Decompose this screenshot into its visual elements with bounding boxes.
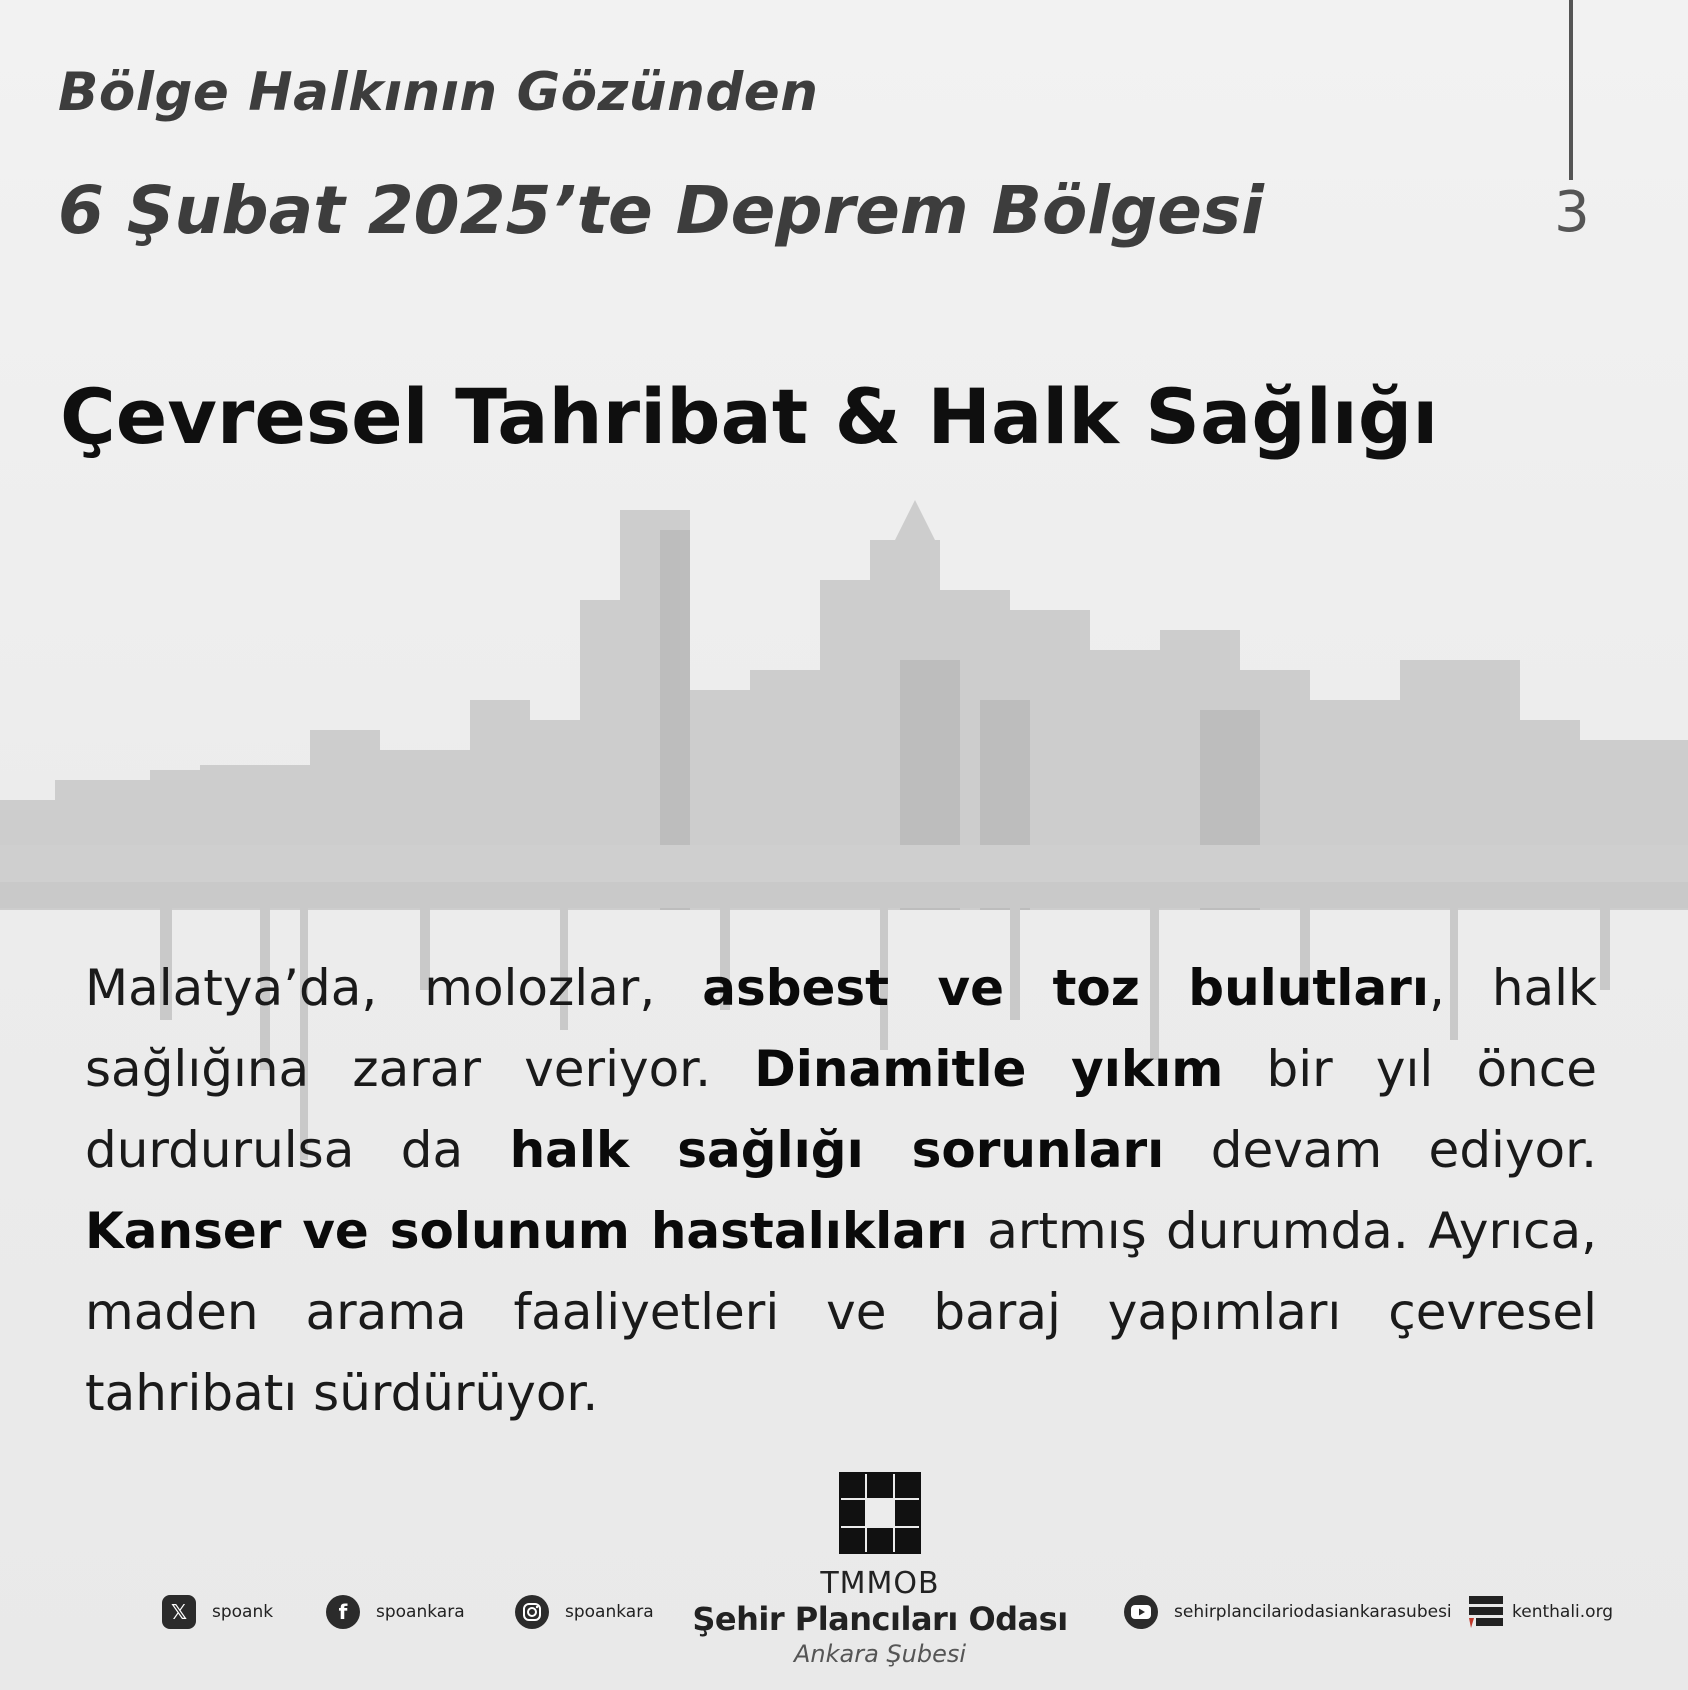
org-name: Şehir Plancıları Odası — [692, 1600, 1068, 1638]
social-facebook-handle: spoankara — [376, 1602, 465, 1622]
page-number: 3 — [1554, 180, 1590, 245]
social-website[interactable] — [1468, 1594, 1613, 1630]
social-facebook[interactable] — [326, 1594, 465, 1630]
kenthali-logo-icon — [1468, 1594, 1504, 1630]
social-instagram[interactable] — [515, 1594, 654, 1630]
header-title: 6 Şubat 2025’te Deprem Bölgesi — [58, 172, 1264, 249]
body-highlight: asbest ve toz bulutları — [702, 959, 1429, 1017]
org-tmmob: TMMOB — [820, 1566, 940, 1601]
body-highlight: Dinamitle yıkım — [754, 1040, 1224, 1098]
body-segment: bir yıl önce durdurulsa da — [85, 1040, 1597, 1179]
instagram-icon — [515, 1595, 549, 1629]
body-segment: Malatya’da, molozlar, — [85, 959, 703, 1017]
section-title: Çevresel Tahribat & Halk Sağlığı — [60, 372, 1439, 461]
org-branch: Ankara Şubesi — [793, 1640, 967, 1668]
facebook-icon: f — [326, 1595, 360, 1629]
social-website-handle: kenthali.org — [1512, 1602, 1614, 1622]
body-segment: , halk sağlığına zarar veriyor. — [85, 959, 1597, 1098]
social-x-handle: spoank — [212, 1602, 274, 1622]
tmmob-logo-icon — [839, 1472, 921, 1554]
body-highlight: halk sağlığı sorunları — [509, 1121, 1165, 1179]
x-icon: 𝕏 — [162, 1595, 196, 1629]
body-segment: devam ediyor. — [1164, 1121, 1597, 1179]
body-segment: artmış durumda. Ayrıca, maden arama faaliyetleri ve baraj yapımları çevresel tahribatı sürdürüyor. — [85, 1202, 1597, 1422]
youtube-icon — [1124, 1595, 1158, 1629]
body-highlight: Kanser ve solunum hastalıkları — [85, 1202, 968, 1260]
body-paragraph — [85, 948, 1597, 1434]
page-divider-line — [1569, 0, 1573, 180]
social-youtube-handle: sehirplancilariodasiankarasubesi — [1174, 1602, 1452, 1622]
social-x[interactable] — [162, 1594, 273, 1630]
social-youtube[interactable] — [1124, 1594, 1452, 1630]
header-kicker: Bölge Halkının Gözünden — [58, 62, 819, 123]
social-instagram-handle: spoankara — [565, 1602, 654, 1622]
